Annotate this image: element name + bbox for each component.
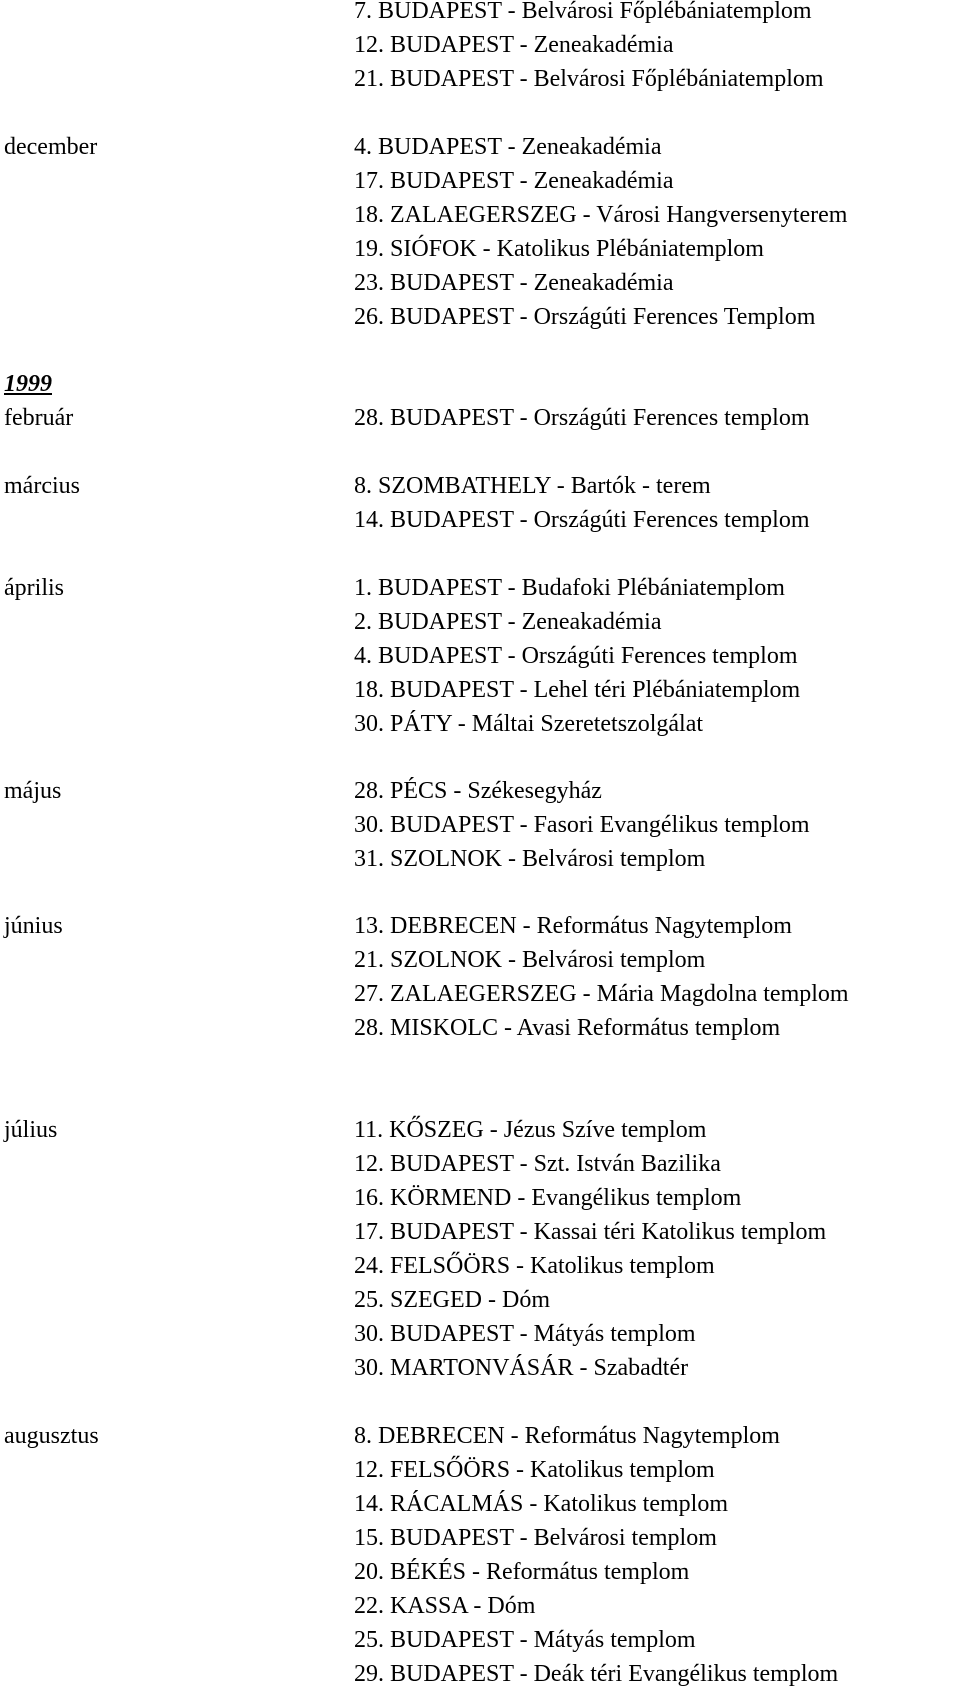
concert-entry: 4. BUDAPEST - Országúti Ferences templom bbox=[354, 643, 798, 669]
concert-entry: 24. FELSŐÖRS - Katolikus templom bbox=[354, 1253, 715, 1279]
concert-entry: 20. BÉKÉS - Református templom bbox=[354, 1559, 690, 1585]
month-label: augusztus bbox=[4, 1423, 99, 1449]
concert-entry: 12. BUDAPEST - Zeneakadémia bbox=[354, 32, 674, 58]
concert-entry: 14. RÁCALMÁS - Katolikus templom bbox=[354, 1491, 729, 1517]
month-label: február bbox=[4, 405, 74, 431]
concert-entry: 12. FELSŐÖRS - Katolikus templom bbox=[354, 1457, 715, 1483]
concert-entry: 19. SIÓFOK - Katolikus Plébániatemplom bbox=[354, 236, 764, 262]
concert-entry: 25. SZEGED - Dóm bbox=[354, 1287, 550, 1313]
concert-entry: 18. ZALAEGERSZEG - Városi Hangversenyterem bbox=[354, 202, 848, 228]
concert-entry: 26. BUDAPEST - Országúti Ferences Templom bbox=[354, 304, 816, 330]
concert-entry: 17. BUDAPEST - Zeneakadémia bbox=[354, 168, 674, 194]
concert-entry: 18. BUDAPEST - Lehel téri Plébániatemplom bbox=[354, 677, 801, 703]
month-label: május bbox=[4, 778, 62, 804]
concert-entry: 14. BUDAPEST - Országúti Ferences templom bbox=[354, 507, 810, 533]
concert-entry: 30. BUDAPEST - Mátyás templom bbox=[354, 1321, 696, 1347]
concert-entry: 30. MARTONVÁSÁR - Szabadtér bbox=[354, 1355, 689, 1381]
concert-entry: 4. BUDAPEST - Zeneakadémia bbox=[354, 134, 662, 160]
concert-entry: 25. BUDAPEST - Mátyás templom bbox=[354, 1627, 696, 1653]
concert-entry: 28. PÉCS - Székesegyház bbox=[354, 778, 602, 804]
month-label: december bbox=[4, 134, 98, 160]
concert-entry: 23. BUDAPEST - Zeneakadémia bbox=[354, 270, 674, 296]
concert-entry: 17. BUDAPEST - Kassai téri Katolikus templom bbox=[354, 1219, 827, 1245]
concert-entry: 21. SZOLNOK - Belvárosi templom bbox=[354, 947, 706, 973]
concert-entry: 13. DEBRECEN - Református Nagytemplom bbox=[354, 913, 792, 939]
concert-entry: 11. KŐSZEG - Jézus Szíve templom bbox=[354, 1117, 707, 1143]
concert-entry: 1. BUDAPEST - Budafoki Plébániatemplom bbox=[354, 575, 785, 601]
month-label: április bbox=[4, 575, 64, 601]
concert-entry: 22. KASSA - Dóm bbox=[354, 1593, 536, 1619]
concert-entry: 2. BUDAPEST - Zeneakadémia bbox=[354, 609, 662, 635]
concert-entry: 28. MISKOLC - Avasi Református templom bbox=[354, 1015, 781, 1041]
concert-entry: 12. BUDAPEST - Szt. István Bazilika bbox=[354, 1151, 721, 1177]
month-label: június bbox=[4, 913, 63, 939]
concert-entry: 30. PÁTY - Máltai Szeretetszolgálat bbox=[354, 711, 704, 737]
year-heading: 1999 bbox=[4, 371, 52, 397]
concert-entry: 31. SZOLNOK - Belvárosi templom bbox=[354, 846, 706, 872]
concert-entry: 29. BUDAPEST - Deák téri Evangélikus templom bbox=[354, 1661, 839, 1687]
concert-entry: 15. BUDAPEST - Belvárosi templom bbox=[354, 1525, 717, 1551]
concert-entry: 21. BUDAPEST - Belvárosi Főplébániatemplom bbox=[354, 66, 824, 92]
month-label: július bbox=[4, 1117, 58, 1143]
concert-entry: 8. DEBRECEN - Református Nagytemplom bbox=[354, 1423, 780, 1449]
concert-entry: 30. BUDAPEST - Fasori Evangélikus templom bbox=[354, 812, 810, 838]
concert-entry: 27. ZALAEGERSZEG - Mária Magdolna templom bbox=[354, 981, 849, 1007]
concert-entry: 16. KÖRMEND - Evangélikus templom bbox=[354, 1185, 742, 1211]
concert-entry: 7. BUDAPEST - Belvárosi Főplébániatemplom bbox=[354, 0, 812, 24]
month-label: március bbox=[4, 473, 80, 499]
concert-entry: 8. SZOMBATHELY - Bartók - terem bbox=[354, 473, 711, 499]
concert-entry: 28. BUDAPEST - Országúti Ferences templom bbox=[354, 405, 810, 431]
